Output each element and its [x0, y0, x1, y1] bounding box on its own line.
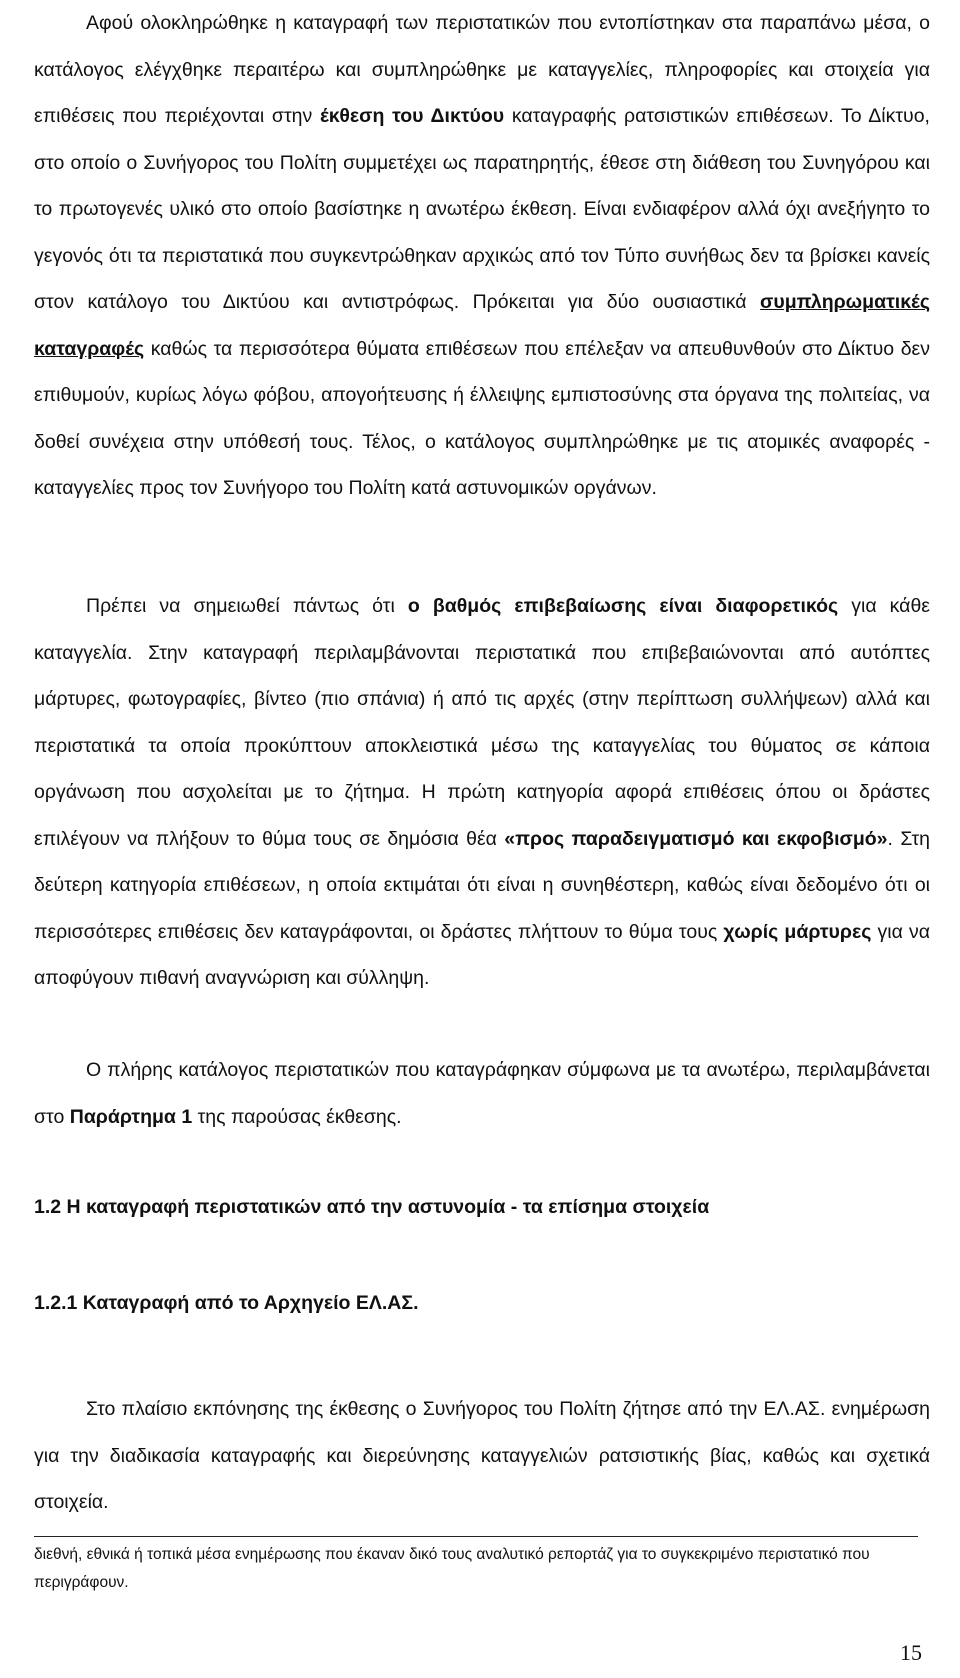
footnote-divider — [34, 1536, 918, 1537]
paragraph-data-sources — [34, 0, 930, 512]
text-run: . Στη δεύτερη κατηγορία επιθέσεων, η οποία εκτιμάται ότι είναι η συνηθέστερη, καθώς είναι δεδομένο ότι οι περισσότερες επιθέσεις δεν καταγράφονται, οι δράστες πλήττουν το θύμα τους — [34, 827, 930, 943]
bold-no-witnesses: χωρίς μάρτυρες — [723, 920, 872, 943]
page-number: 15 — [900, 1640, 922, 1665]
text-run: της παρούσας έκθεσης. — [192, 1105, 402, 1128]
paragraph-confirmation-level — [34, 583, 930, 1002]
bold-network-report: έκθεση του Δικτύου — [319, 105, 505, 127]
bold-confirmation-degree: ο βαθμός επιβεβαίωσης είναι διαφορετικός — [407, 595, 839, 617]
subsection-heading: 1.2.1 Καταγραφή από το Αρχηγείο ΕΛ.ΑΣ. — [34, 1292, 419, 1314]
bold-annex: Παράρτημα 1 — [69, 1105, 193, 1128]
text-run: καταγραφής ρατσιστικών επιθέσεων. Το Δίκτυο, στο οποίο ο Συνήγορος του Πολίτη συμμετέχει ως παρατηρητής, έθεσε στη διάθεση του Συνηγόρου και το πρωτογενές υλικό στο οποίο βασίστηκε η ανωτέρω έκθεση. Είναι ενδιαφέρον αλλά όχι ανεξήγητο το γεγονός ότι τα περιστατικά που συγκεντρώθηκαν αρχικώς από τον Τύπο συνήθως δεν τα βρίσκει κανείς στον κατάλογο του Δικτύου και αντιστρόφως. Πρόκειται για δύο ουσιαστικά — [34, 105, 930, 313]
paragraph-annex-reference — [34, 1047, 930, 1140]
text-run: Ο πλήρης κατάλογος περιστατικών που καταγράφηκαν σύμφωνα με τα ανωτέρω, περιλαμβάνεται στο — [34, 1059, 930, 1128]
text-run: για να αποφύγουν πιθανή αναγνώριση και σύλληψη. — [34, 920, 930, 989]
text-run: Αφού ολοκληρώθηκε η καταγραφή των περιστατικών που εντοπίστηκαν στα παραπάνω μέσα, ο κατάλογος ελέγχθηκε περαιτέρω και συμπληρώθηκε με καταγγελίες, πληροφορίες και στοιχεία για επιθέσεις που περιέχονται στην — [34, 12, 930, 127]
footnote: διεθνή, εθνικά ή τοπικά μέσα ενημέρωσης που έκαναν δικό τους αναλυτικό ρεπορτάζ για το συγκεκριμένο περιστατικό που περιγράφουν. — [34, 1546, 870, 1591]
bold-intimidation: «προς παραδειγματισμό και εκφοβισμό» — [504, 827, 888, 850]
bold-complementary-records: συμπληρωματικές καταγραφές — [34, 291, 930, 360]
paragraph-police-request: Στο πλαίσιο εκπόνησης της έκθεσης ο Συνήγορος του Πολίτη ζήτησε από την ΕΛ.ΑΣ. ενημέρωση για την διαδικασία καταγραφής και διερεύνησης καταγγελιών ρατσιστικής βίας, καθώς και σχετικά στοιχεία. — [34, 1398, 930, 1513]
section-heading: 1.2 Η καταγραφή περιστατικών από την αστυνομία - τα επίσημα στοιχεία — [34, 1196, 710, 1218]
text-run: καθώς τα περισσότερα θύματα επιθέσεων που επέλεξαν να απευθυνθούν στο Δίκτυο δεν επιθυμούν, κυρίως λόγω φόβου, απογοήτευσης ή έλλειψης εμπιστοσύνης στα όργανα της πολιτείας, να δοθεί συνέχεια στην υπόθεσή τους. Τέλος, ο κατάλογος συμπληρώθηκε με τις ατομικές αναφορές - καταγγελίες προς τον Συνήγορο του Πολίτη κατά αστυνομικών οργάνων. — [34, 337, 930, 499]
text-run: για κάθε καταγγελία. Στην καταγραφή περιλαμβάνονται περιστατικά που επιβεβαιώνονται από αυτόπτες μάρτυρες, φωτογραφίες, βίντεο (πιο σπάνια) ή από τις αρχές (στην περίπτωση συλλήψεων) αλλά και περιστατικά τα οποία προκύπτουν αποκλειστικά μέσω της καταγγελίας του θύματος σε κάποια οργάνωση που ασχολείται με το ζήτημα. Η πρώτη κατηγορία αφορά επιθέσεις όπου οι δράστες επιλέγουν να πλήξουν το θύμα τους σε δημόσια θέα — [34, 595, 930, 850]
text-run: Πρέπει να σημειωθεί πάντως ότι — [86, 595, 408, 617]
